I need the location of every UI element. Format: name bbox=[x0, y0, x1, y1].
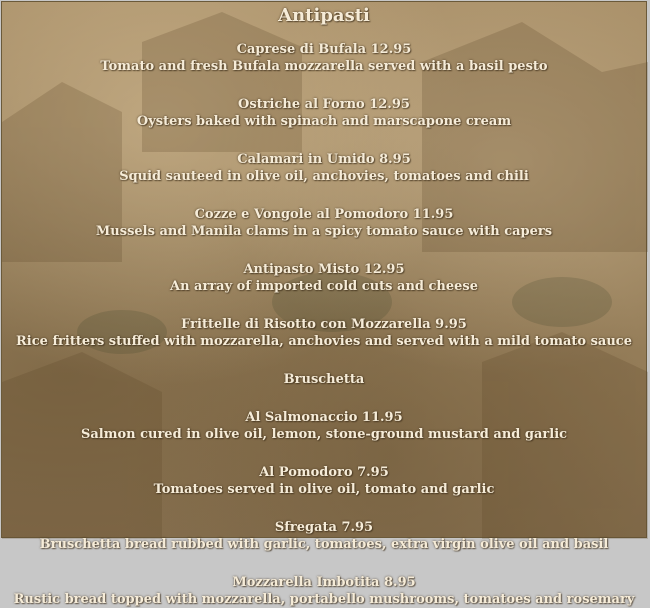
menu-item-description: An array of imported cold cuts and cheese bbox=[169, 279, 479, 294]
menu-item-description: Rustic bread topped with mozzarella, portabello mushrooms, tomatoes and rosemary bbox=[13, 592, 635, 607]
menu-item-description: Squid sauteed in olive oil, anchovies, tomatoes and chili bbox=[119, 169, 529, 184]
menu-item bbox=[2, 206, 646, 240]
menu-item bbox=[2, 409, 646, 443]
menu-item bbox=[2, 41, 646, 75]
menu-item bbox=[2, 574, 646, 608]
menu-item-description: Oysters baked with spinach and marscapone cream bbox=[136, 114, 512, 129]
menu-item bbox=[2, 316, 646, 350]
section-title-antipasti: Antipasti bbox=[278, 5, 370, 26]
menu-item bbox=[2, 464, 646, 498]
menu-item bbox=[2, 261, 646, 295]
menu-item-name: Al Salmonaccio 11.95 bbox=[245, 410, 403, 425]
menu-item-description: Salmon cured in olive oil, lemon, stone-ground mustard and garlic bbox=[80, 427, 568, 442]
menu-panel bbox=[1, 1, 647, 607]
menu-item-name: Calamari in Umido 8.95 bbox=[237, 152, 411, 167]
menu-item bbox=[2, 151, 646, 185]
menu-item-name: Cozze e Vongole al Pomodoro 11.95 bbox=[194, 207, 454, 222]
menu-item-name: Al Pomodoro 7.95 bbox=[259, 465, 389, 480]
menu-item-description: Mussels and Manila clams in a spicy tomato sauce with capers bbox=[95, 224, 553, 239]
subsection-title-bruschetta: Bruschetta bbox=[283, 372, 365, 387]
menu-content bbox=[2, 2, 646, 608]
menu-item-name: Caprese di Bufala 12.95 bbox=[236, 42, 412, 57]
menu-item-name: Antipasto Misto 12.95 bbox=[243, 262, 405, 277]
menu-item-description: Tomato and fresh Bufala mozzarella served with a basil pesto bbox=[100, 59, 548, 74]
menu-item-name: Ostriche al Forno 12.95 bbox=[238, 97, 410, 112]
menu-item-name: Frittelle di Risotto con Mozzarella 9.95 bbox=[181, 317, 467, 332]
menu-item-name: Sfregata 7.95 bbox=[274, 520, 374, 535]
menu-item-name: Mozzarella Imbotita 8.95 bbox=[232, 575, 416, 590]
menu-item bbox=[2, 519, 646, 553]
menu-item-description: Bruschetta bread rubbed with garlic, tomatoes, extra virgin olive oil and basil bbox=[39, 537, 609, 552]
menu-item-description: Rice fritters stuffed with mozzarella, anchovies and served with a mild tomato sauce bbox=[16, 334, 632, 349]
menu-item-description: Tomatoes served in olive oil, tomato and garlic bbox=[153, 482, 495, 497]
menu-item bbox=[2, 96, 646, 130]
